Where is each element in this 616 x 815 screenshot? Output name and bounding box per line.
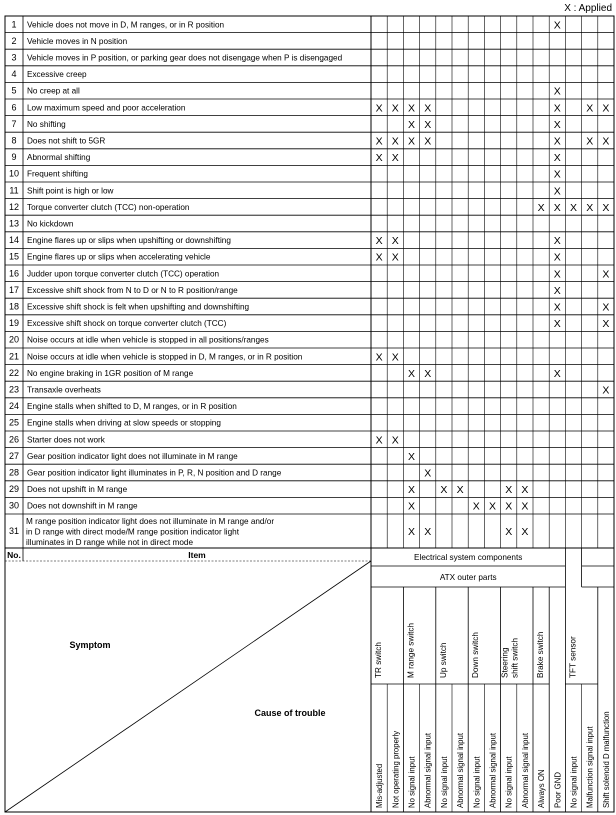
cause-label-cell: No signal input [407,756,417,808]
row-item: Does not shift to 5GR [27,136,106,146]
applied-mark: X [602,135,610,148]
symptom-label: Symptom [69,640,111,650]
applied-mark: X [553,135,561,148]
applied-mark: X [553,284,561,297]
row-number: 28 [8,467,20,478]
item-header: Item [188,550,206,560]
applied-mark: X [602,268,610,281]
row-number: 11 [9,185,19,196]
component-label: Up switch [438,642,448,678]
component-label: TR switch [374,642,383,678]
cause-label-cell: Abnormal signal input [423,733,433,808]
cause-label: Cause of trouble [254,708,326,718]
row-item: Starter does not work [27,435,105,445]
applied-mark: X [553,301,561,314]
row-item: Gear position indicator light illuminates in P, R, N position and D range [27,468,282,478]
component-label: Down switch [471,632,481,678]
applied-mark: X [375,351,383,364]
applied-mark: X [553,152,561,165]
electrical-group-label: Electrical system components [414,553,523,562]
row-number: 14 [8,235,20,246]
applied-mark: X [586,135,594,148]
applied-mark: X [569,201,578,214]
row-item: No creep at all [27,86,80,96]
atx-group-label: ATX outer parts [439,573,497,582]
row-item: Torque converter clutch (TCC) non-operation [27,202,190,212]
row-number: 30 [8,500,20,511]
applied-mark: X [602,318,610,331]
applied-mark: X [391,102,399,115]
row-number: 31 [8,526,20,536]
row-number: 20 [8,334,20,345]
row-item: Vehicle moves in N position [27,36,128,46]
row-item: Abnormal shifting [27,153,91,163]
component-label: Brake switch [536,631,545,678]
cause-label-cell: Abnormal signal input [456,733,466,808]
row-item: Shift point is high or low [27,186,114,196]
applied-mark: X [553,201,561,214]
cause-label-cell: Malfunction signal input [585,726,595,808]
row-item: Vehicle does not move in D, M ranges, or in R position [27,20,225,30]
applied-mark: X [407,367,416,380]
cause-label-cell: Poor GND [553,772,563,808]
row-number: 19 [8,318,20,329]
row-item: Does not downshift in M range [27,501,138,511]
row-item: Excessive shift shock on torque converter clutch (TCC) [27,319,227,329]
row-item: Noise occurs at idle when vehicle is stopped in all positions/ranges [27,335,269,345]
applied-mark: X [391,152,399,165]
row-item: No kickdown [27,219,74,229]
component-label: Steeringshift switch [500,637,520,678]
row-item: Transaxle overheats [27,385,101,395]
applied-mark: X [521,526,529,538]
applied-mark: X [391,235,399,248]
cause-label-cell: No signal input [569,756,579,808]
row-item: No shifting [27,119,66,129]
row-item: Does not upshift in M range [27,485,128,495]
row-number: 1 [11,19,17,30]
applied-mark: X [553,19,561,32]
applied-mark: X [553,367,561,380]
applied-mark: X [391,251,399,264]
cause-label-cell: No signal input [472,756,482,808]
row-item: M range position indicator light does not illuminate in M range and/or in D range with direct mode/M range position indicator light illuminates in D range while not in direct mode [26,517,275,547]
row-item: Excessive shift shock is felt when upshifting and downshifting [27,302,250,312]
applied-mark: X [424,526,432,538]
row-item: Judder upon torque converter clutch (TCC) operation [27,269,220,279]
cause-label-cell: Not operating properly [391,730,401,808]
cause-label-cell: No signal input [439,756,449,808]
row-number: 4 [11,69,17,80]
applied-mark: X [553,235,561,248]
applied-mark: X [424,367,432,380]
applied-mark: X [375,434,383,447]
row-number: 27 [8,450,20,461]
row-number: 29 [8,484,20,495]
applied-mark: X [440,484,448,497]
applied-mark: X [505,484,513,497]
row-item: No engine braking in 1GR position of M range [27,368,194,378]
component-label: TFT sensor [568,636,578,678]
row-number: 25 [8,417,20,428]
row-item: Noise occurs at idle when vehicle is stopped in D, M ranges, or in R position [27,352,303,362]
applied-mark: X [521,484,529,497]
cause-label-cell: No signal input [504,756,514,808]
row-item: Frequent shifting [27,169,88,179]
row-item: Engine stalls when driving at slow speeds or stopping [27,418,221,428]
applied-mark: X [391,135,399,148]
applied-mark: X [407,484,416,497]
applied-mark: X [553,185,561,198]
applied-mark: X [407,135,416,148]
row-number: 26 [8,434,20,445]
cause-label-cell: Abnormal signal input [488,733,498,808]
applied-mark: X [391,351,399,364]
row-number: 13 [8,218,20,229]
cause-label-cell: Mis-adjusted [375,763,385,808]
applied-mark: X [375,135,383,148]
applied-mark: X [586,102,594,115]
applied-mark: X [424,467,432,480]
row-number: 9 [11,152,17,163]
applied-mark: X [375,102,383,115]
row-number: 6 [11,102,17,113]
applied-mark: X [553,168,561,181]
applied-mark: X [553,318,561,331]
row-number: 3 [11,52,17,63]
applied-mark: X [602,201,610,214]
applied-mark: X [472,500,480,513]
row-item: Engine flares up or slips when upshifting or downshifting [27,236,231,246]
row-number: 15 [8,251,20,262]
applied-mark: X [602,102,610,115]
applied-mark: X [375,251,383,264]
applied-mark: X [553,268,561,281]
applied-mark: X [424,102,432,115]
applied-mark: X [407,526,416,538]
row-number: 2 [11,35,17,46]
applied-mark: X [553,118,561,131]
applied-mark: X [505,500,513,513]
row-number: 8 [11,135,17,146]
applied-mark: X [375,235,383,248]
applied-mark: X [537,201,545,214]
applied-mark: X [391,434,399,447]
row-number: 5 [11,85,17,96]
applied-mark: X [407,500,416,513]
row-number: 21 [8,351,20,362]
row-item: Engine flares up or slips when accelerating vehicle [27,252,211,262]
applied-mark: X [553,85,561,98]
row-item: Excessive shift shock from N to D or N to R position/range [27,285,238,295]
no-header: No. [7,550,21,560]
component-label: M range switch [406,622,416,678]
applied-mark: X [602,301,610,314]
row-number: 16 [8,268,20,279]
applied-mark: X [488,500,497,513]
row-number: 10 [8,168,20,179]
applied-mark: X [407,118,416,131]
applied-mark: X [424,118,432,131]
applied-mark: X [375,152,383,165]
applied-mark: X [586,201,594,214]
row-number: 24 [8,401,20,412]
cause-label-cell: Always ON [537,769,547,808]
row-number: 7 [11,118,17,129]
row-item: Engine stalls when shifted to D, M ranges, or in R position [27,402,237,412]
applied-mark: X [407,450,416,463]
row-number: 17 [8,284,20,295]
legend-applied: X : Applied [564,3,612,14]
row-item: Excessive creep [27,70,87,80]
row-number: 22 [8,367,20,378]
row-item: Vehicle moves in P position, or parking gear does not disengage when P is disengaged [27,53,343,63]
row-item: Low maximum speed and poor acceleration [27,103,186,113]
row-number: 23 [8,384,20,395]
cause-label-cell: Shift solenoid D malfunction [601,711,611,808]
applied-mark: X [424,135,432,148]
symptom-cause-diagonal [5,561,371,812]
row-number: 18 [8,301,20,312]
applied-mark: X [553,251,561,264]
applied-mark: X [602,384,610,397]
applied-mark: X [456,484,464,497]
applied-mark: X [553,102,561,115]
applied-mark: X [505,526,513,538]
applied-mark: X [407,102,416,115]
applied-mark: X [521,500,529,513]
row-item: Gear position indicator light does not illuminate in M range [27,451,238,461]
row-number: 12 [8,201,20,212]
cause-label-cell: Abnormal signal input [520,733,530,808]
